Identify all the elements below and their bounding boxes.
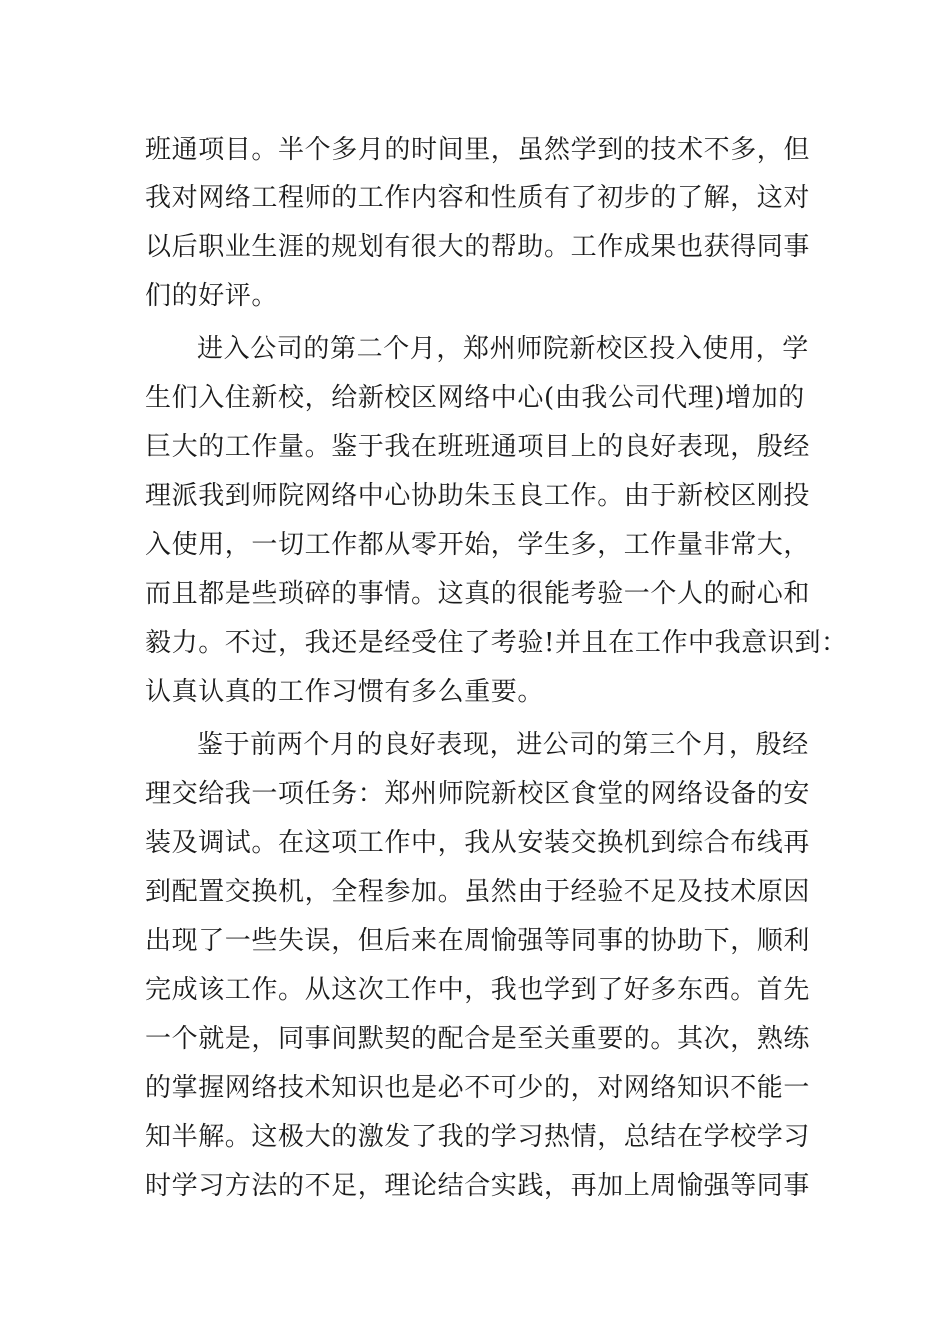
paragraph-2-line-8: 认真认真的工作习惯有多么重要。 — [145, 677, 545, 707]
paragraph-2-line-4: 理派我到师院网络中心协助朱玉良工作。由于新校区刚投 — [145, 481, 811, 511]
paragraph-3-line-3: 装及调试。在这项工作中，我从安装交换机到综合布线再 — [145, 828, 811, 858]
paragraph-3-line-5: 出现了一些失误，但后来在周愉强等同事的协助下，顺利 — [145, 926, 811, 956]
paragraph-2-line-5: 入使用，一切工作都从零开始，学生多，工作量非常大， — [145, 530, 811, 560]
paragraph-1-line-4: 们的好评。 — [145, 281, 279, 311]
paragraph-1-line-1: 班通项目。半个多月的时间里，虽然学到的技术不多，但 — [145, 135, 811, 165]
paragraph-2-line-7: 毅力。不过，我还是经受住了考验!并且在工作中我意识到： — [145, 628, 848, 658]
paragraph-3-line-8: 的掌握网络技术知识也是必不可少的，对网络知识不能一 — [145, 1073, 811, 1103]
paragraph-3-line-1: 鉴于前两个月的良好表现，进公司的第三个月，殷经 — [197, 730, 809, 760]
paragraph-2-line-6: 而且都是些琐碎的事情。这真的很能考验一个人的耐心和 — [145, 579, 811, 609]
paragraph-1-line-2: 我对网络工程师的工作内容和性质有了初步的了解，这对 — [145, 183, 811, 213]
paragraph-3-line-9: 知半解。这极大的激发了我的学习热情，总结在学校学习 — [145, 1122, 811, 1152]
paragraph-2-line-3: 巨大的工作量。鉴于我在班班通项目上的良好表现，殷经 — [145, 432, 811, 462]
paragraph-3-line-10: 时学习方法的不足，理论结合实践，再加上周愉强等同事 — [145, 1171, 811, 1201]
paragraph-1-line-3: 以后职业生涯的规划有很大的帮助。工作成果也获得同事 — [145, 232, 811, 262]
paragraph-3-line-7: 一个就是，同事间默契的配合是至关重要的。其次，熟练 — [145, 1024, 811, 1054]
paragraph-3-line-4: 到配置交换机，全程参加。虽然由于经验不足及技术原因 — [145, 877, 811, 907]
paragraph-3-line-2: 理交给我一项任务：郑州师院新校区食堂的网络设备的安 — [145, 779, 811, 809]
paragraph-2-line-1: 进入公司的第二个月，郑州师院新校区投入使用，学 — [197, 334, 809, 364]
paragraph-3-line-6: 完成该工作。从这次工作中，我也学到了好多东西。首先 — [145, 975, 811, 1005]
paragraph-2-line-2: 生们入住新校，给新校区网络中心(由我公司代理)增加的 — [145, 383, 805, 413]
